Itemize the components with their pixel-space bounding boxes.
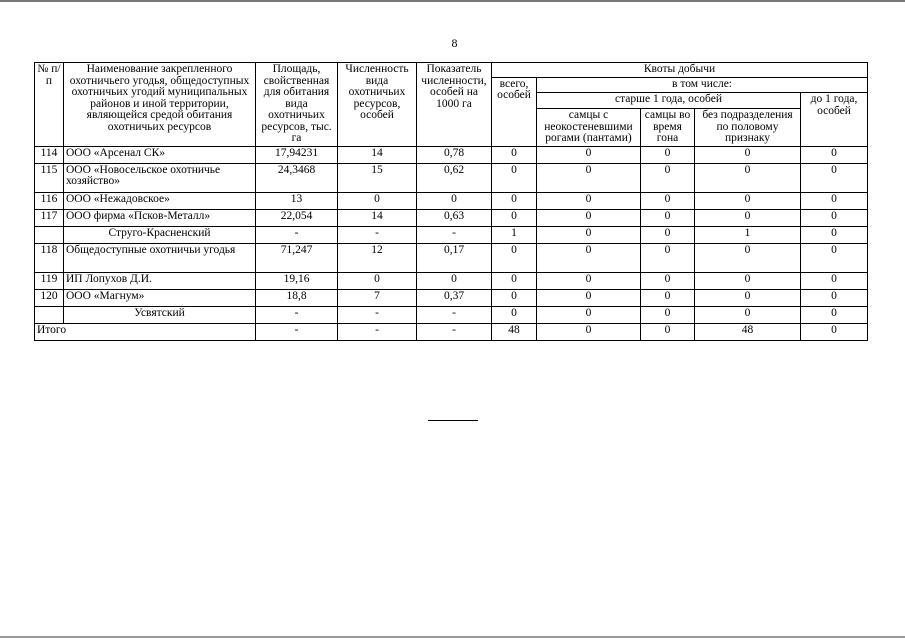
row-num: 119 xyxy=(35,272,64,289)
header-younger: до 1 года, особей xyxy=(801,93,868,146)
header-density: Показатель численности, особей на 1000 га xyxy=(417,63,492,147)
row-young: 0 xyxy=(801,146,868,163)
row-num: 120 xyxy=(35,289,64,306)
row-density: 0,62 xyxy=(417,163,492,192)
hunting-quota-table xyxy=(34,62,868,341)
row-area: - xyxy=(256,306,338,323)
row-name: ООО «Арсенал СК» xyxy=(64,146,256,163)
row-total: 0 xyxy=(492,192,537,209)
row-total: 1 xyxy=(492,226,537,243)
row-nosex: 0 xyxy=(695,243,801,272)
table-row xyxy=(35,146,868,163)
row-rut: 0 xyxy=(641,192,695,209)
row-population: 15 xyxy=(338,163,417,192)
row-population: 0 xyxy=(338,192,417,209)
header-including: в том числе: xyxy=(537,77,868,93)
row-name: Общедоступные охотничьи угодья xyxy=(64,243,256,272)
row-area: - xyxy=(256,226,338,243)
table-row xyxy=(35,163,868,192)
header-no-sex: без подразделения по половому признаку xyxy=(695,109,801,147)
total-row xyxy=(35,323,868,340)
row-young: 0 xyxy=(801,289,868,306)
row-name: ООО «Магнум» xyxy=(64,289,256,306)
total-population: - xyxy=(338,323,417,340)
row-rut: 0 xyxy=(641,163,695,192)
row-area: 24,3468 xyxy=(256,163,338,192)
row-total: 0 xyxy=(492,146,537,163)
row-rut: 0 xyxy=(641,226,695,243)
row-young: 0 xyxy=(801,243,868,272)
row-area: 17,94231 xyxy=(256,146,338,163)
total-density: - xyxy=(417,323,492,340)
header-total: всего, особей xyxy=(492,77,537,146)
row-nosex: 0 xyxy=(695,209,801,226)
row-total: 0 xyxy=(492,306,537,323)
scan-top-edge xyxy=(0,0,905,2)
row-nosex: 0 xyxy=(695,192,801,209)
row-nosex: 1 xyxy=(695,226,801,243)
row-antlers: 0 xyxy=(537,306,641,323)
row-density: 0,37 xyxy=(417,289,492,306)
row-density: 0 xyxy=(417,192,492,209)
row-num: 118 xyxy=(35,243,64,272)
row-rut: 0 xyxy=(641,289,695,306)
total-area: - xyxy=(256,323,338,340)
row-young: 0 xyxy=(801,272,868,289)
total-total: 48 xyxy=(492,323,537,340)
row-population: 7 xyxy=(338,289,417,306)
row-area: 18,8 xyxy=(256,289,338,306)
header-males-rut: самцы во время гона xyxy=(641,109,695,147)
row-name: ООО «Новосельское охотничье хозяйство» xyxy=(64,163,256,192)
row-total: 0 xyxy=(492,272,537,289)
row-nosex: 0 xyxy=(695,306,801,323)
row-num xyxy=(35,226,64,243)
row-antlers: 0 xyxy=(537,163,641,192)
row-num: 116 xyxy=(35,192,64,209)
total-label: Итого xyxy=(35,323,256,340)
total-young: 0 xyxy=(801,323,868,340)
row-name: ИП Лопухов Д.И. xyxy=(64,272,256,289)
row-population: 12 xyxy=(338,243,417,272)
row-young: 0 xyxy=(801,192,868,209)
header-population: Численность вида охотничьих ресурсов, особей xyxy=(338,63,417,147)
row-antlers: 0 xyxy=(537,209,641,226)
end-rule xyxy=(428,420,478,421)
row-total: 0 xyxy=(492,209,537,226)
row-density: 0,78 xyxy=(417,146,492,163)
row-name: Струго-Красненский xyxy=(64,226,256,243)
row-rut: 0 xyxy=(641,306,695,323)
page-number: 8 xyxy=(451,36,458,50)
table-body xyxy=(35,146,868,340)
row-antlers: 0 xyxy=(537,243,641,272)
table-row xyxy=(35,192,868,209)
row-num: 117 xyxy=(35,209,64,226)
header-area: Площадь, свойственная для обитания вида охотничьих ресурсов, тыс. га xyxy=(256,63,338,147)
row-density: 0 xyxy=(417,272,492,289)
row-rut: 0 xyxy=(641,243,695,272)
row-young: 0 xyxy=(801,209,868,226)
header-older: старше 1 года, особей xyxy=(537,93,801,109)
row-young: 0 xyxy=(801,226,868,243)
row-density: 0,17 xyxy=(417,243,492,272)
row-area: 22,054 xyxy=(256,209,338,226)
row-population: - xyxy=(338,306,417,323)
row-rut: 0 xyxy=(641,146,695,163)
row-nosex: 0 xyxy=(695,289,801,306)
district-row xyxy=(35,306,868,323)
row-area: 19,16 xyxy=(256,272,338,289)
header-name: Наименование закрепленного охотничьего угодья, общедоступных охотничьих угодий муниципальных районов и иной территории, являющейся средой обитания охотничьих ресурсов xyxy=(64,63,256,147)
table-row xyxy=(35,272,868,289)
row-total: 0 xyxy=(492,289,537,306)
table-row xyxy=(35,209,868,226)
total-nosex: 48 xyxy=(695,323,801,340)
row-area: 71,247 xyxy=(256,243,338,272)
header-males-antlers: самцы с неокостеневшими рогами (пантами) xyxy=(537,109,641,147)
row-antlers: 0 xyxy=(537,146,641,163)
row-population: 14 xyxy=(338,209,417,226)
row-antlers: 0 xyxy=(537,289,641,306)
row-young: 0 xyxy=(801,306,868,323)
row-name: ООО фирма «Псков-Металл» xyxy=(64,209,256,226)
row-area: 13 xyxy=(256,192,338,209)
row-population: 14 xyxy=(338,146,417,163)
table-row xyxy=(35,243,868,272)
row-young: 0 xyxy=(801,163,868,192)
row-nosex: 0 xyxy=(695,146,801,163)
row-population: 0 xyxy=(338,272,417,289)
table-row xyxy=(35,289,868,306)
row-population: - xyxy=(338,226,417,243)
row-rut: 0 xyxy=(641,209,695,226)
row-antlers: 0 xyxy=(537,226,641,243)
row-total: 0 xyxy=(492,243,537,272)
header-quotas: Квоты добычи xyxy=(492,63,868,78)
total-antlers: 0 xyxy=(537,323,641,340)
row-num xyxy=(35,306,64,323)
row-num: 114 xyxy=(35,146,64,163)
table-header xyxy=(35,63,868,147)
row-density: - xyxy=(417,306,492,323)
header-num: № п/п xyxy=(35,63,64,147)
row-antlers: 0 xyxy=(537,192,641,209)
total-rut: 0 xyxy=(641,323,695,340)
row-nosex: 0 xyxy=(695,272,801,289)
row-name: ООО «Нежадовское» xyxy=(64,192,256,209)
row-rut: 0 xyxy=(641,272,695,289)
scan-bottom-edge xyxy=(0,636,905,638)
row-nosex: 0 xyxy=(695,163,801,192)
row-density: 0,63 xyxy=(417,209,492,226)
row-antlers: 0 xyxy=(537,272,641,289)
district-row xyxy=(35,226,868,243)
row-num: 115 xyxy=(35,163,64,192)
row-density: - xyxy=(417,226,492,243)
row-total: 0 xyxy=(492,163,537,192)
row-name: Усвятский xyxy=(64,306,256,323)
